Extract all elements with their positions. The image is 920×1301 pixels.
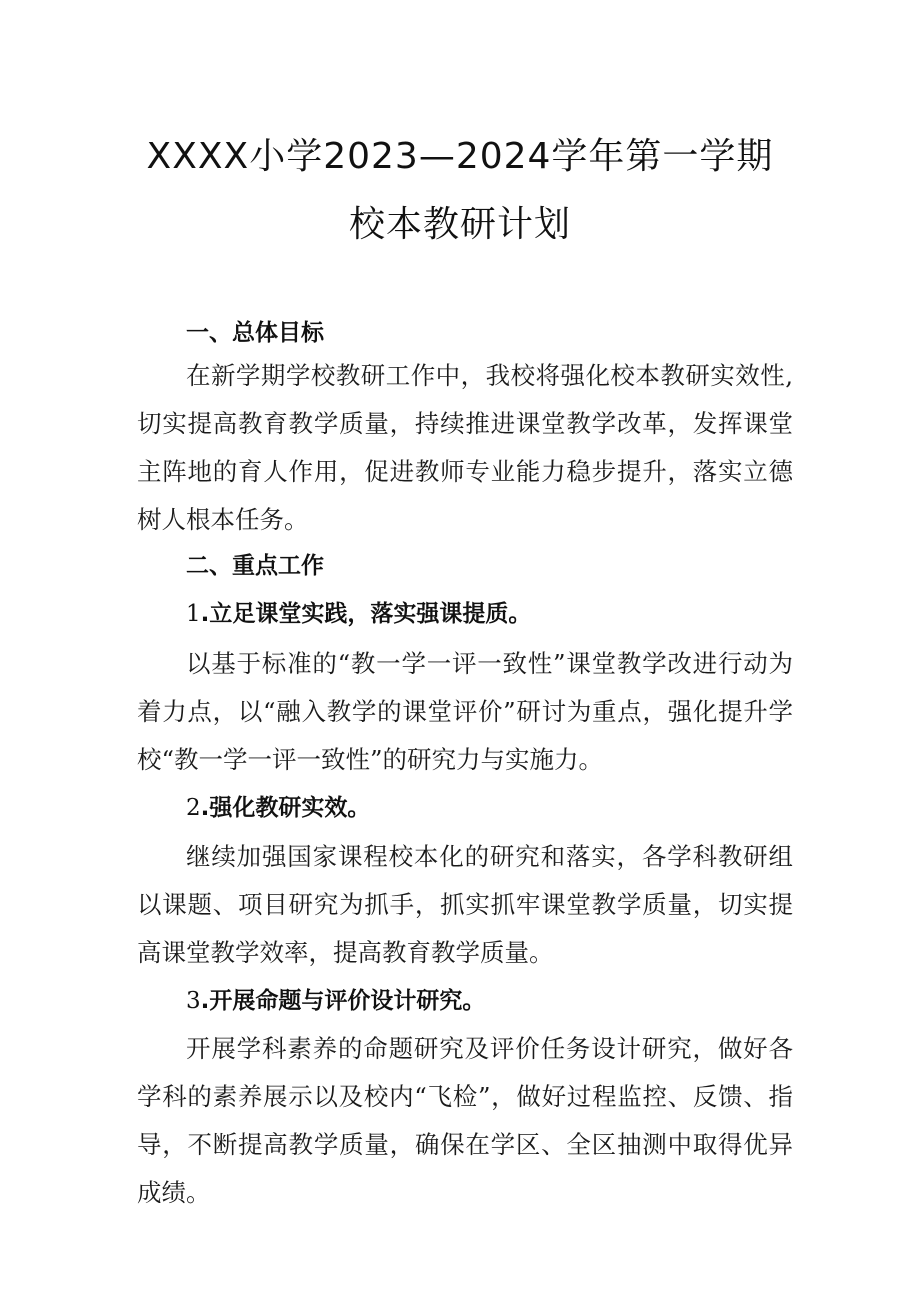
item-2-number: 2 [186,795,201,821]
item-3-paragraph: 开展学科素养的命题研究及评价任务设计研究，做好各学科的素养展示以及校内“飞检”，做好过程监控、反馈、指导，不断提高教学质量，确保在学区、全区抽测中取得优异成绩。 [137,1034,793,1207]
section-2-heading: 二、重点工作 [186,553,324,579]
item-1-title: .立足课堂实践，落实强课提质。 [200,601,532,627]
item-3-heading [186,977,485,1025]
section-1-paragraph: 在新学期学校教研工作中，我校将强化校本教研实效性,切实提高教育教学质量，持续推进课堂教学改革，发挥课堂主阵地的育人作用，促进教师专业能力稳步提升，落实立德树人根本任务。 [137,361,793,534]
item-2-paragraph: 继续加强国家课程校本化的研究和落实，各学科教研组以课题、项目研究为抓手，抓实抓牢课堂教学质量，切实提高课堂教学效率，提高教育教学质量。 [137,842,793,967]
item-1-paragraph: 以基于标准的“教一学一评一致性”课堂教学改进行动为着力点，以“融入教学的课堂评价”研讨为重点，强化提升学校“教一学一评一致性”的研究力与实施力。 [137,649,793,774]
item-3-number: 3 [186,988,201,1014]
document-title-line-1: XXXX小学2023—2024学年第一学期 [146,136,774,177]
item-2-heading [186,784,370,832]
item-2-title: .强化教研实效。 [200,795,371,821]
item-1-heading [186,590,531,638]
document-title-line-2: 校本教研计划 [348,204,571,245]
section-1-heading: 一、总体目标 [186,320,324,346]
item-1-number: 1 [186,601,201,627]
item-3-title: .开展命题与评价设计研究。 [200,988,486,1014]
